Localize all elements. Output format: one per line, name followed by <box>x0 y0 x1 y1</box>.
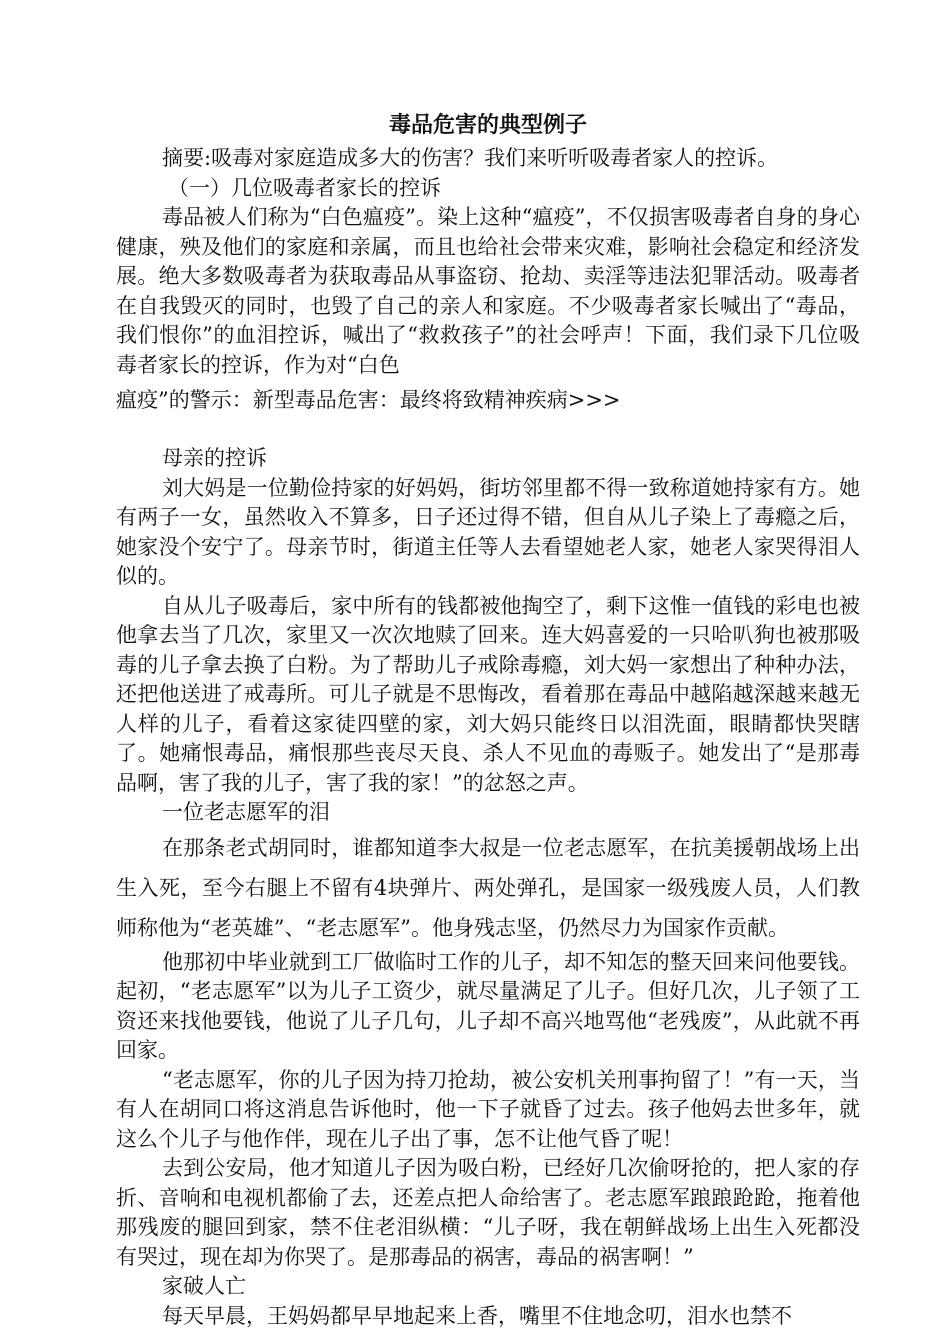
intro-paragraph-tail: 瘟疫”的警示：新型毒品危害：最终将致精神疾病>>> <box>116 388 621 412</box>
subheading-mother: 母亲的控诉 <box>162 446 267 470</box>
veteran-paragraph-1: 在那条老式胡同时，谁都知道李大叔是一位老志愿军，在抗美援朝战场上出生入死，至今右腿上不留有4块弹片、两处弹孔，是国家一级残废人员，人们教师称他为“老英雄”、“老志愿军”。他身残志坚，仍然尽力为国家作贡献。 <box>116 835 860 940</box>
mother-paragraph-1: 刘大妈是一位勤俭持家的好妈妈，街坊邻里都不得一致称道她持家有方。她有两子一女，虽然收入不算多，日子还过得不错，但自从儿子染上了毒瘾之后，她家没个安宁了。母亲节时，街道主任等人去看望她老人家，她老人家哭得泪人似的。 <box>116 475 860 588</box>
section-heading: （一）几位吸毒者家长的控诉 <box>168 175 441 200</box>
veteran-paragraph-4: 去到公安局，他才知道儿子因为吸白粉，已经好几次偷呀抢的，把人家的存折、音响和电视机都偷了去，还差点把人命给害了。老志愿军踉踉跄跄，拖着他那残废的腿回到家，禁不住老泪纵横：“儿子呀，我在朝鲜战场上出生入死都没有哭过，现在却为你哭了。是那毒品的祸害，毒品的祸害啊！” <box>116 1156 860 1269</box>
subheading-veteran: 一位老志愿军的泪 <box>162 800 330 824</box>
intro-paragraph: 毒品被人们称为“白色瘟疫”。染上这种“瘟疫”，不仅损害吸毒者自身的身心健康，殃及他们的家庭和亲属，而且也给社会带来灾难，影响社会稳定和经济发展。绝大多数吸毒者为获取毒品从事盗窃、抢劫、卖淫等违法犯罪活动。吸毒者在自我毁灭的同时，也毁了自己的亲人和家庭。不少吸毒者家长喊出了“毒品，我们恨你”的血泪控诉，喊出了“救救孩子”的社会呼声！下面，我们录下几位吸毒者家长的控诉，作为对“白色 <box>116 205 860 377</box>
abstract-paragraph: 摘要:吸毒对家庭造成多大的伤害？我们来听听吸毒者家人的控诉。 <box>162 146 779 170</box>
document-title: 毒品危害的典型例子 <box>388 112 587 138</box>
mother-paragraph-2: 自从儿子吸毒后，家中所有的钱都被他掏空了，剩下这惟一值钱的彩电也被他拿去当了几次，家里又一次次地赎了回来。连大妈喜爱的一只哈叭狗也被那吸毒的儿子拿去换了白粉。为了帮助儿子戒除毒瘾，刘大妈一家想出了种种办法，还把他送进了戒毒所。可儿子就是不思悔改，看着那在毒品中越陷越深越来越无人样的儿子，看着这家徒四壁的家，刘大妈只能终日以泪洗面，眼睛都快哭瞎了。她痛恨毒品，痛恨那些丧尽天良、杀人不见血的毒贩子。她发出了“是那毒品啊，害了我的儿子，害了我的家！”的忿怒之声。 <box>116 593 860 795</box>
veteran-paragraph-2: 他那初中毕业就到工厂做临时工作的儿子，却不知怎的整天回来问他要钱。起初，“老志愿军”以为儿子工资少，就尽量满足了儿子。但好几次，儿子领了工资还来找他要钱，他说了儿子几句，儿子却不高兴地骂他“老残废”，从此就不再回家。 <box>116 949 860 1062</box>
subheading-family: 家破人亡 <box>162 1274 246 1298</box>
veteran-paragraph-3: “老志愿军，你的儿子因为持刀抢劫，被公安机关刑事拘留了！”有一天，当有人在胡同口将这消息告诉他时，他一下子就昏了过去。孩子他妈去世多年，就这么个儿子与他作伴，现在儿子出了事，怎不让他气昏了呢！ <box>116 1067 860 1151</box>
family-paragraph-1: 每天早晨，王妈妈都早早地起来上香，嘴里不住地念叨，泪水也禁不 <box>162 1303 792 1328</box>
